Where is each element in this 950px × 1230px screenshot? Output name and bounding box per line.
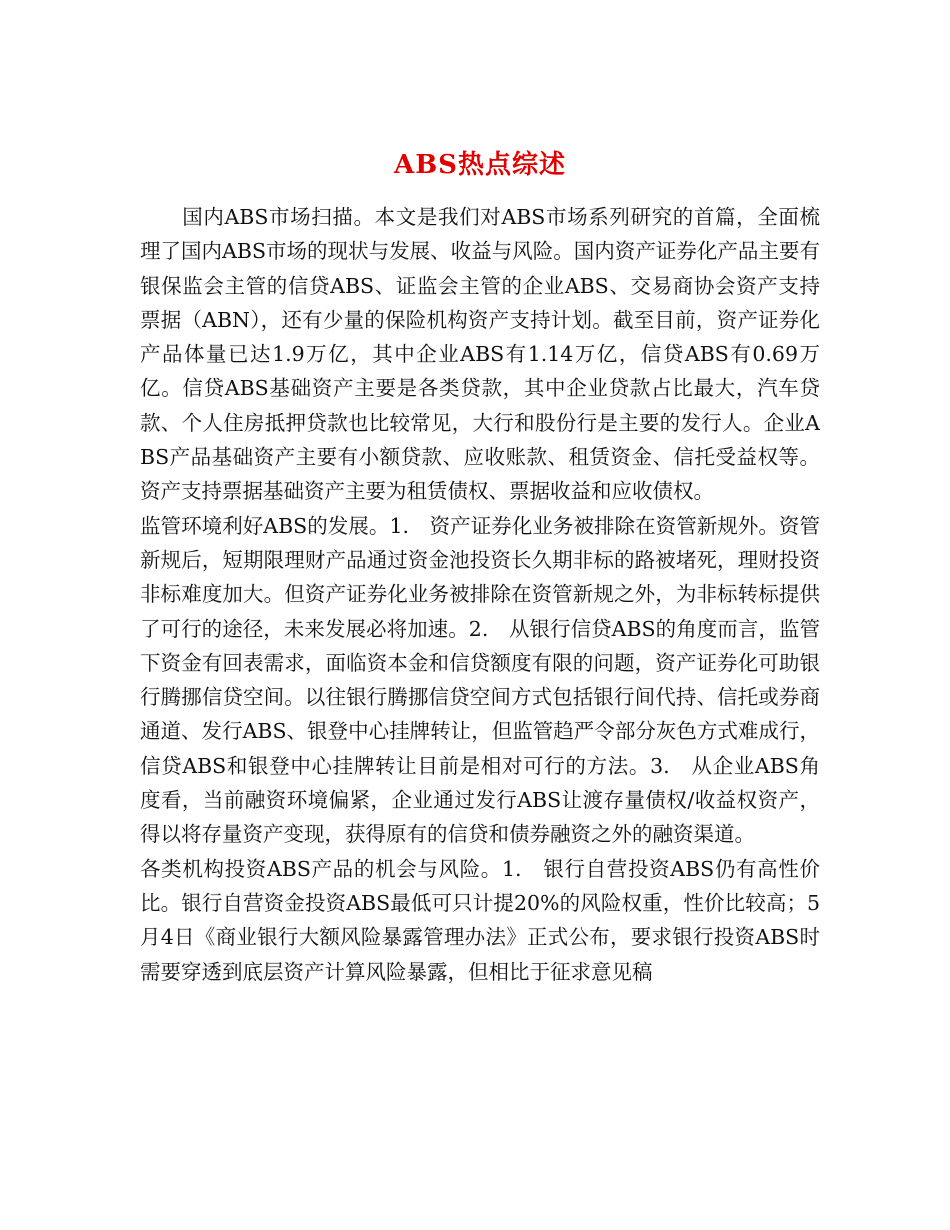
- paragraph-institutions: 各类机构投资ABS产品的机会与风险。1. 银行自营投资ABS仍有高性价比。银行自营资金投资ABS最低可只计提20%的风险权重，性价比较高；5月4日《商业银行大额风险暴露管理办法》正式公布，要求银行投资ABS时需要穿透到底层资产计算风险暴露，但相比于征求意见稿: [140, 856, 820, 984]
- document-body: [140, 200, 820, 989]
- document-title: ABS热点综述: [394, 150, 566, 181]
- paragraph-regulation: 监管环境利好ABS的发展。1. 资产证券化业务被排除在资管新规外。资管新规后，短期限理财产品通过资金池投资长久期非标的路被堵死，理财投资非标难度加大。但资产证券化业务被排除在资管新规之外，为非标转标提供了可行的途径，未来发展必将加速。2. 从银行信贷ABS的角度而言，监管下资金有回表需求，面临资本金和信贷额度有限的问题，资产证券化可助银行腾挪信贷空间。以往银行腾挪信贷空间方式包括银行间代持、信托或券商通道、发行ABS、银登中心挂牌转让，但监管趋严令部分灰色方式难成行，信贷ABS和银登中心挂牌转让目前是相对可行的方法。3. 从企业ABS角度看，当前融资环境偏紧，企业通过发行ABS让渡存量债权/收益权资产，得以将存量资产变现，获得原有的信贷和债券融资之外的融资渠道。: [140, 513, 820, 847]
- paragraph-market-scan: 国内ABS市场扫描。本文是我们对ABS市场系列研究的首篇，全面梳理了国内ABS市场的现状与发展、收益与风险。国内资产证券化产品主要有银保监会主管的信贷ABS、证监会主管的企业ABS、交易商协会资产支持票据（ABN），还有少量的保险机构资产支持计划。截至目前，资产证券化产品体量已达1.9万亿，其中企业ABS有1.14万亿，信贷ABS有0.69万亿。信贷ABS基础资产主要是各类贷款，其中企业贷款占比最大，汽车贷款、个人住房抵押贷款也比较常见，大行和股份行是主要的发行人。企业ABS产品基础资产主要有小额贷款、应收账款、租赁资金、信托受益权等。资产支持票据基础资产主要为租赁债权、票据收益和应收债权。: [140, 205, 820, 504]
